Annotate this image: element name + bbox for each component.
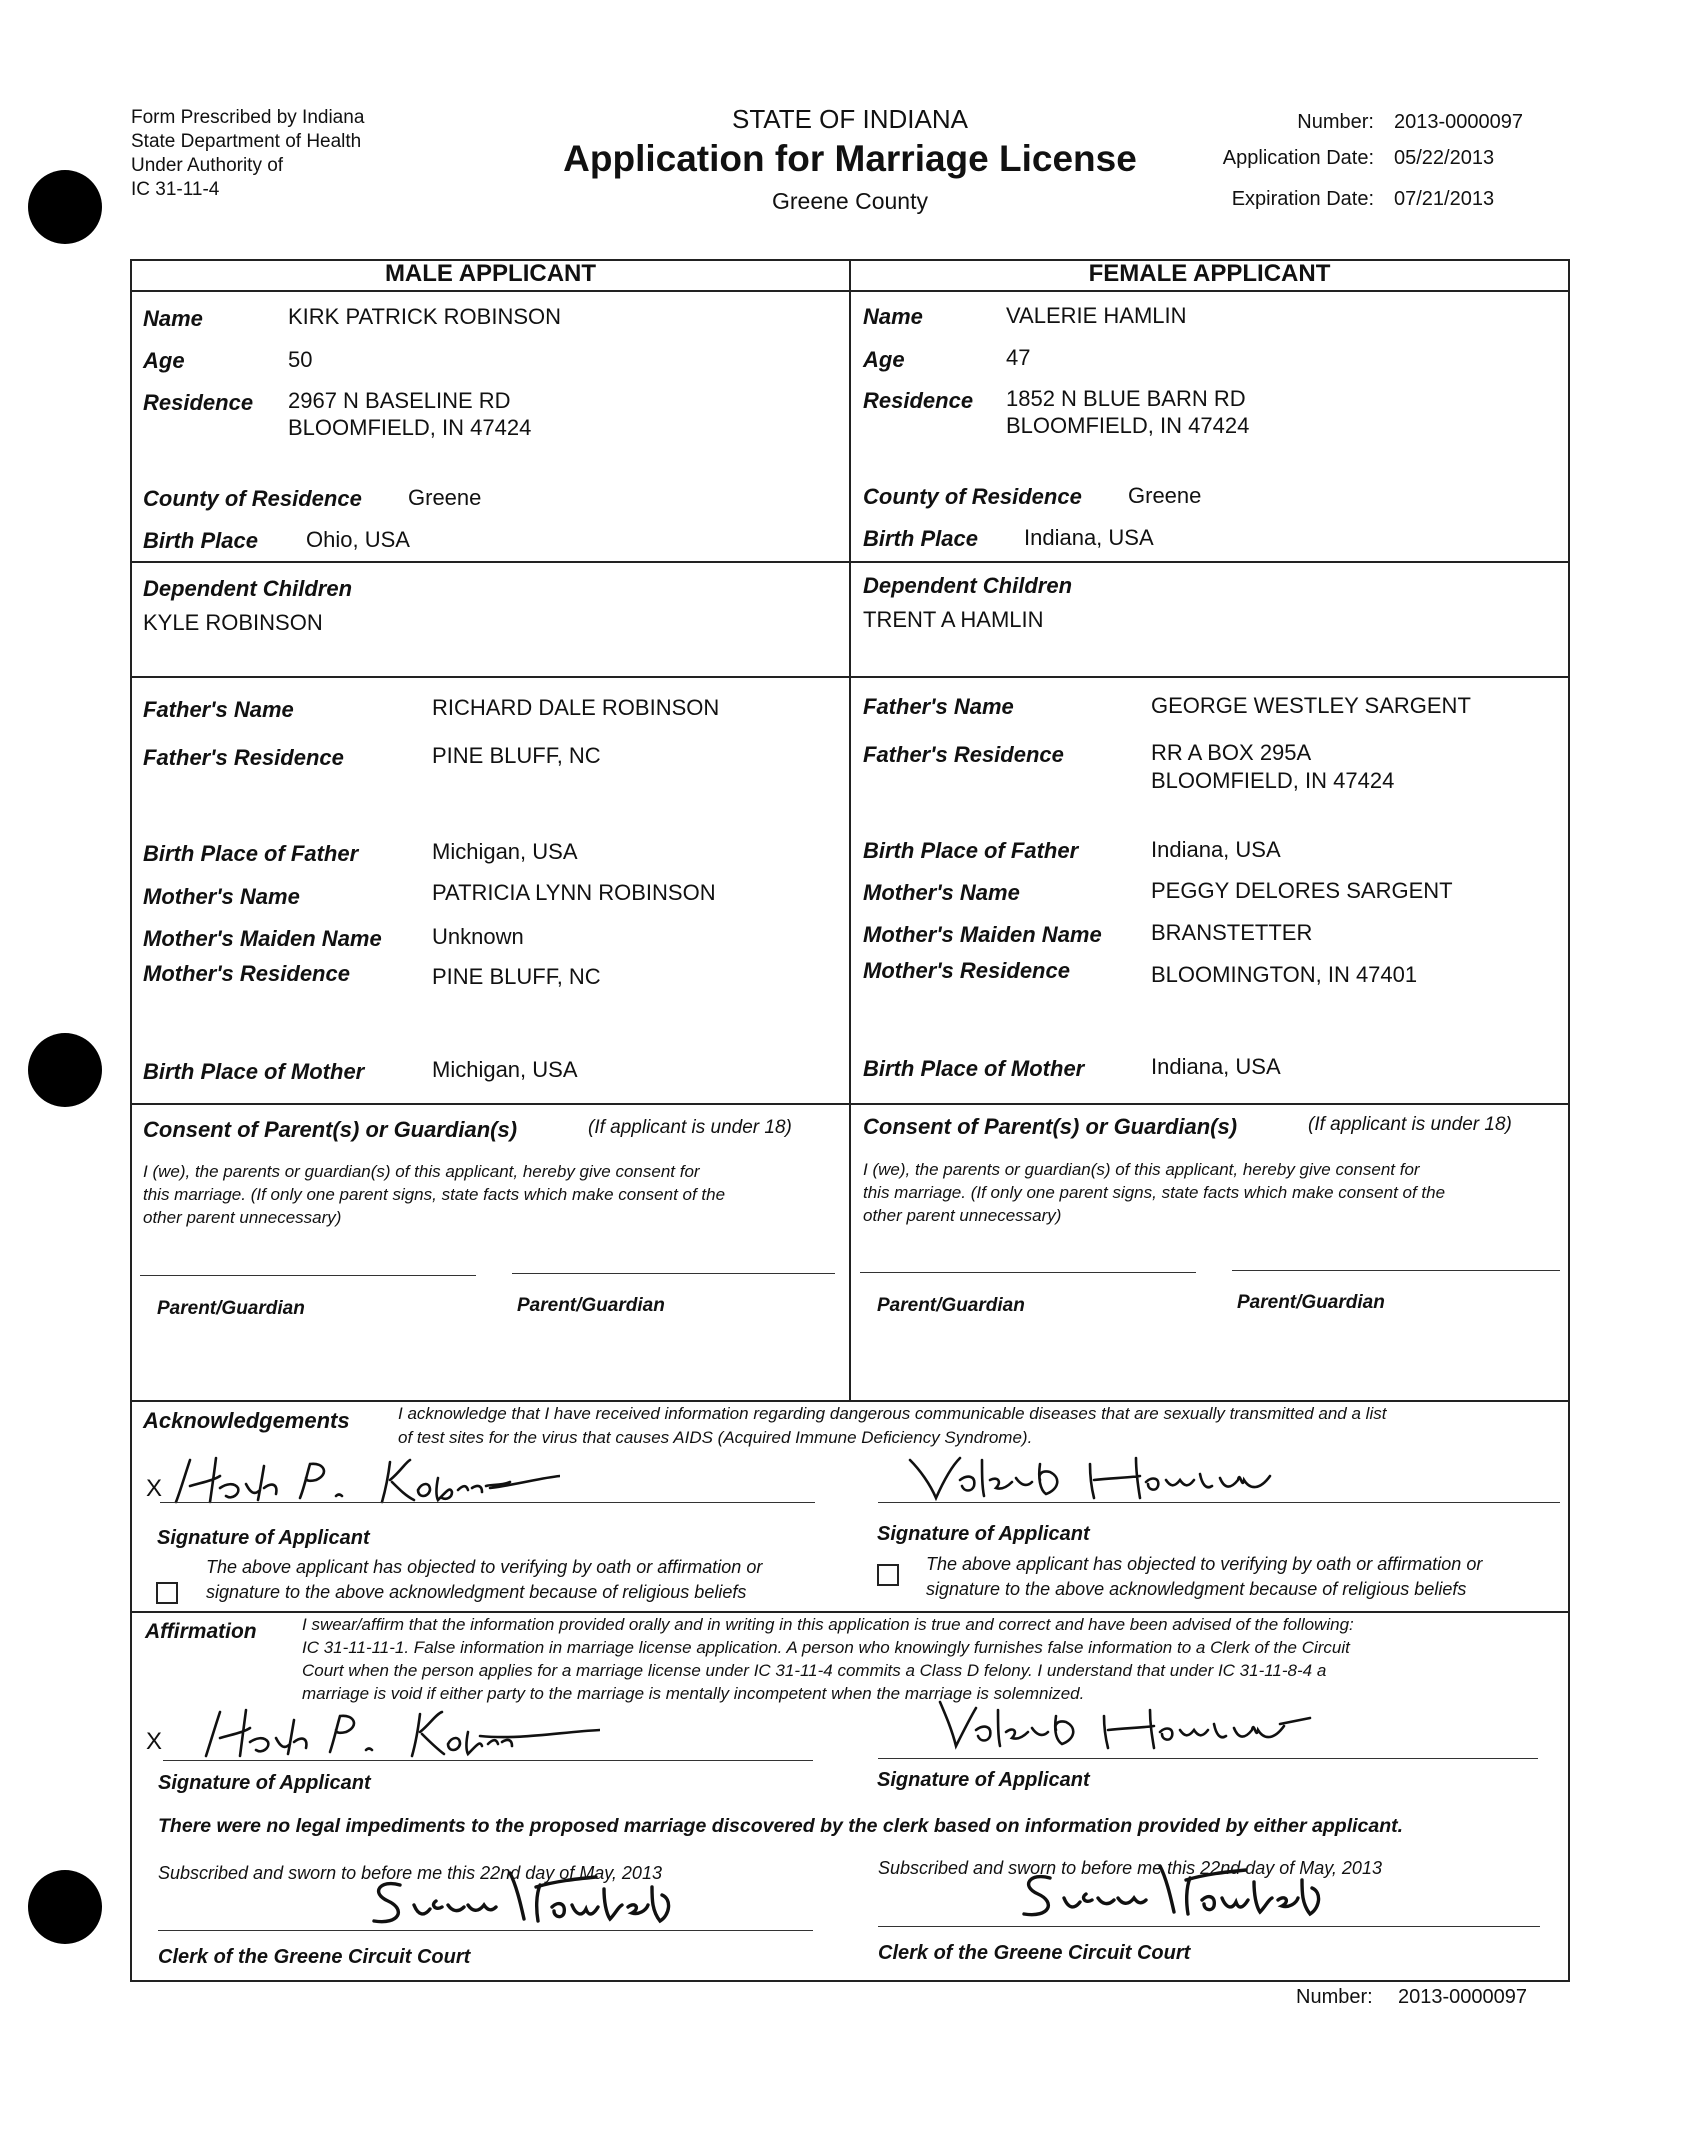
female-father-residence-label: Father's Residence xyxy=(863,742,1064,767)
male-name-value: KIRK PATRICK ROBINSON xyxy=(288,304,562,329)
male-applicant-heading: MALE APPLICANT xyxy=(384,260,597,287)
affirmation-line: IC 31-11-11-1. False information in marriage license application. A person who knowingly furnishes false information to a Clerk of the Circuit xyxy=(302,1638,1350,1657)
male-residence-label: Residence xyxy=(143,390,254,415)
female-county-value: Greene xyxy=(1128,483,1202,508)
male-parent-signature-line-2[interactable] xyxy=(512,1273,835,1274)
female-age-value: 47 xyxy=(1006,345,1031,370)
male-county-label: County of Residence xyxy=(143,486,362,511)
female-clerk-signature-line[interactable] xyxy=(878,1926,1540,1927)
female-ack-signature xyxy=(890,1440,1360,1510)
form-prescribed-note xyxy=(131,106,364,202)
male-mother-residence-value: PINE BLUFF, NC xyxy=(432,964,601,989)
female-mother-name-value: PEGGY DELORES SARGENT xyxy=(1151,878,1453,903)
female-clerk-label: Clerk of the Greene Circuit Court xyxy=(878,1942,1191,1964)
male-mother-name-value: PATRICIA LYNN ROBINSON xyxy=(432,880,716,905)
consent-line: this marriage. (If only one parent signs, state facts which make consent of the xyxy=(863,1183,1446,1202)
male-age-value: 50 xyxy=(288,347,313,372)
male-aff-x-mark: X xyxy=(146,1728,163,1755)
objection-line: signature to the above acknowledgment because of religious beliefs xyxy=(926,1579,1467,1599)
county-name: Greene County xyxy=(772,188,928,214)
male-affirmation-signature xyxy=(180,1700,600,1762)
affirmation-heading: Affirmation xyxy=(145,1620,257,1643)
footer-number-label: Number: xyxy=(1296,1986,1373,2008)
male-birthplace-value: Ohio, USA xyxy=(306,527,410,552)
affirmation-line: Court when the person applies for a marriage license under IC 31-11-4 commits a Class D felony. I understand that under IC 31-11-8-4 a xyxy=(302,1661,1327,1680)
prescribed-line: Under Authority of xyxy=(131,155,284,176)
female-father-residence-line1: RR A BOX 295A xyxy=(1151,740,1312,765)
female-father-birth-value: Indiana, USA xyxy=(1151,837,1281,862)
male-ack-signature-label: Signature of Applicant xyxy=(157,1527,370,1549)
number-label: Number: xyxy=(1297,111,1374,133)
male-ack-x-mark: X xyxy=(146,1475,163,1502)
female-religious-objection-checkbox[interactable] xyxy=(877,1564,899,1586)
objection-line: The above applicant has objected to verifying by oath or affirmation or xyxy=(206,1557,763,1577)
male-clerk-signature xyxy=(360,1865,720,1935)
female-mother-birth-value: Indiana, USA xyxy=(1151,1054,1281,1079)
female-mother-maiden-value: BRANSTETTER xyxy=(1151,920,1313,945)
page-title: Application for Marriage License xyxy=(563,138,1137,179)
female-consent-title: Consent of Parent(s) or Guardian(s) xyxy=(863,1114,1238,1139)
male-parent-guardian-label-2: Parent/Guardian xyxy=(517,1295,665,1316)
female-residence-line1: 1852 N BLUE BARN RD xyxy=(1006,386,1246,411)
female-mother-name-label: Mother's Name xyxy=(863,880,1020,905)
male-ack-signature xyxy=(160,1448,560,1508)
consent-line: this marriage. (If only one parent signs, state facts which make consent of the xyxy=(143,1185,726,1204)
male-father-residence-label: Father's Residence xyxy=(143,745,344,770)
female-affirmation-signature-line[interactable] xyxy=(878,1758,1538,1759)
male-affirmation-signature-line[interactable] xyxy=(163,1760,813,1761)
male-clerk-label: Clerk of the Greene Circuit Court xyxy=(158,1946,471,1968)
number-value: 2013-0000097 xyxy=(1394,111,1524,133)
acknowledgements-heading: Acknowledgements xyxy=(143,1408,350,1433)
application-date-label: Application Date: xyxy=(1222,147,1374,169)
female-clerk-signature xyxy=(1010,1858,1370,1928)
female-residence-line2: BLOOMFIELD, IN 47424 xyxy=(1006,413,1250,438)
footer-number-value: 2013-0000097 xyxy=(1398,1986,1528,2008)
expiration-date-value: 07/21/2013 xyxy=(1394,188,1495,210)
female-ack-signature-label: Signature of Applicant xyxy=(877,1523,1090,1545)
female-mother-maiden-label: Mother's Maiden Name xyxy=(863,922,1102,947)
column-divider xyxy=(849,259,851,1401)
female-subscribed-text: Subscribed and sworn to before me this 22nd day of May, 2013 xyxy=(878,1858,1382,1878)
female-birthplace-label: Birth Place xyxy=(863,526,978,551)
female-consent-text xyxy=(863,1158,1563,1227)
male-mother-maiden-value: Unknown xyxy=(432,924,524,949)
male-mother-birth-value: Michigan, USA xyxy=(432,1057,578,1082)
female-objection-text xyxy=(926,1552,1482,1602)
female-father-name-value: GEORGE WESTLEY SARGENT xyxy=(1151,693,1471,718)
female-county-label: County of Residence xyxy=(863,484,1082,509)
male-ack-signature-line[interactable] xyxy=(160,1502,815,1503)
male-residence-line2: BLOOMFIELD, IN 47424 xyxy=(288,415,532,440)
male-clerk-signature-line[interactable] xyxy=(158,1930,813,1931)
male-mother-name-label: Mother's Name xyxy=(143,884,300,909)
male-father-birth-label: Birth Place of Father xyxy=(143,841,359,866)
female-ack-signature-line[interactable] xyxy=(878,1502,1560,1503)
female-father-name-label: Father's Name xyxy=(863,694,1014,719)
objection-line: The above applicant has objected to verifying by oath or affirmation or xyxy=(926,1554,1483,1574)
female-father-birth-label: Birth Place of Father xyxy=(863,838,1079,863)
male-mother-birth-label: Birth Place of Mother xyxy=(143,1059,365,1084)
expiration-date-label: Expiration Date: xyxy=(1231,188,1374,210)
punch-hole-middle xyxy=(28,1033,102,1107)
state-name: STATE OF INDIANA xyxy=(732,104,968,134)
male-subscribed-text: Subscribed and sworn to before me this 22nd day of May, 2013 xyxy=(158,1863,662,1883)
female-affirmation-signature xyxy=(900,1690,1360,1760)
female-parent-guardian-label-2: Parent/Guardian xyxy=(1237,1292,1385,1313)
female-parent-guardian-label-1: Parent/Guardian xyxy=(877,1295,1025,1316)
male-children-value: KYLE ROBINSON xyxy=(143,610,323,635)
male-consent-note: (If applicant is under 18) xyxy=(588,1117,792,1138)
female-children-label: Dependent Children xyxy=(863,573,1073,598)
female-consent-note: (If applicant is under 18) xyxy=(1308,1114,1512,1135)
male-objection-text xyxy=(206,1555,762,1605)
ack-line: I acknowledge that I have received information regarding dangerous communicable diseases that are sexually transmitted and a list xyxy=(398,1404,1387,1423)
male-father-residence-value: PINE BLUFF, NC xyxy=(432,743,601,768)
prescribed-line: State Department of Health xyxy=(131,131,362,152)
female-affirmation-signature-label: Signature of Applicant xyxy=(877,1769,1090,1791)
application-date-value: 05/22/2013 xyxy=(1394,147,1495,169)
male-name-label: Name xyxy=(143,306,203,331)
male-mother-residence-label: Mother's Residence xyxy=(143,961,350,986)
affirmation-line: marriage is void if either party to the marriage is mentally incompetent when the marriage is solemnized. xyxy=(302,1684,1085,1703)
prescribed-line: IC 31-11-4 xyxy=(131,179,220,200)
female-name-value: VALERIE HAMLIN xyxy=(1006,303,1187,328)
consent-line: I (we), the parents or guardian(s) of this applicant, hereby give consent for xyxy=(863,1160,1420,1179)
female-birthplace-value: Indiana, USA xyxy=(1024,525,1154,550)
female-age-label: Age xyxy=(863,347,905,372)
female-children-value: TRENT A HAMLIN xyxy=(863,607,1044,632)
female-parent-signature-line-1[interactable] xyxy=(860,1272,1196,1273)
male-birthplace-label: Birth Place xyxy=(143,528,258,553)
male-mother-maiden-label: Mother's Maiden Name xyxy=(143,926,382,951)
male-father-name-value: RICHARD DALE ROBINSON xyxy=(432,695,720,720)
prescribed-line: Form Prescribed by Indiana xyxy=(131,107,365,128)
male-age-label: Age xyxy=(143,348,185,373)
male-children-label: Dependent Children xyxy=(143,576,353,601)
ack-line: of test sites for the virus that causes AIDS (Acquired Immune Deficiency Syndrome). xyxy=(398,1428,1033,1447)
female-residence-label: Residence xyxy=(863,388,974,413)
female-father-residence-line2: BLOOMFIELD, IN 47424 xyxy=(1151,768,1395,793)
female-name-label: Name xyxy=(863,304,923,329)
punch-hole-bottom xyxy=(28,1870,102,1944)
male-residence-line1: 2967 N BASELINE RD xyxy=(288,388,511,413)
objection-line: signature to the above acknowledgment because of religious beliefs xyxy=(206,1582,747,1602)
female-mother-birth-label: Birth Place of Mother xyxy=(863,1056,1085,1081)
female-mother-residence-value: BLOOMINGTON, IN 47401 xyxy=(1151,962,1418,987)
consent-line: other parent unnecessary) xyxy=(143,1208,342,1227)
male-father-name-label: Father's Name xyxy=(143,697,294,722)
female-parent-signature-line-2[interactable] xyxy=(1232,1270,1560,1271)
female-mother-residence-label: Mother's Residence xyxy=(863,958,1070,983)
punch-hole-top xyxy=(28,170,102,244)
male-county-value: Greene xyxy=(408,485,482,510)
female-applicant-heading: FEMALE APPLICANT xyxy=(1088,260,1331,287)
no-impediments-statement: There were no legal impediments to the proposed marriage discovered by the clerk based on information provided by either applicant. xyxy=(158,1815,1404,1837)
male-consent-title: Consent of Parent(s) or Guardian(s) xyxy=(143,1117,518,1142)
male-affirmation-signature-label: Signature of Applicant xyxy=(158,1772,371,1794)
affirmation-line: I swear/affirm that the information provided orally and in writing in this application is true and correct and have been advised of the following: xyxy=(302,1615,1354,1634)
male-parent-signature-line-1[interactable] xyxy=(140,1275,476,1276)
male-consent-text xyxy=(143,1160,843,1229)
consent-line: I (we), the parents or guardian(s) of this applicant, hereby give consent for xyxy=(143,1162,700,1181)
male-father-birth-value: Michigan, USA xyxy=(432,839,578,864)
male-religious-objection-checkbox[interactable] xyxy=(156,1582,178,1604)
male-parent-guardian-label-1: Parent/Guardian xyxy=(157,1298,305,1319)
consent-line: other parent unnecessary) xyxy=(863,1206,1062,1225)
